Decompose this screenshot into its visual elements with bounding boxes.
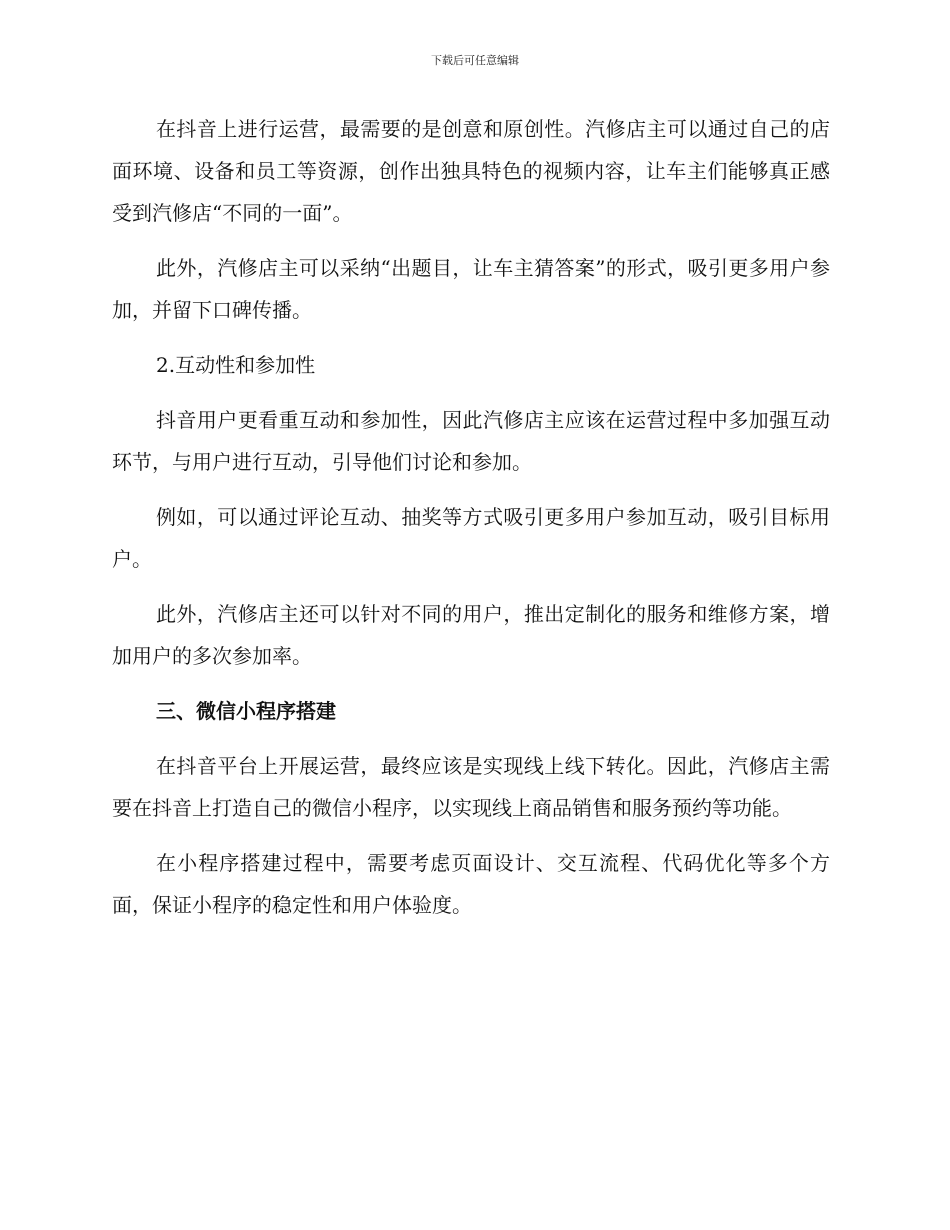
paragraph-creativity: 在抖音上进行运营，最需要的是创意和原创性。汽修店主可以通过自己的店面环境、设备和员工等资源，创作出独具特色的视频内容，让车主们能够真正感受到汽修店“不同的一面”。 <box>112 117 830 225</box>
paragraph-customization: 此外，汽修店主还可以针对不同的用户，推出定制化的服务和维修方案，增加用户的多次参加率。 <box>112 602 830 668</box>
paragraph-build-process: 在小程序搭建过程中，需要考虑页面设计、交互流程、代码优化等多个方面，保证小程序的稳定性和用户体验度。 <box>112 851 830 917</box>
paragraph-conversion: 在抖音平台上开展运营，最终应该是实现线上线下转化。因此，汽修店主需要在抖音上打造自己的微信小程序，以实现线上商品销售和服务预约等功能。 <box>112 754 830 820</box>
subheading-interaction: 2.互动性和参加性 <box>156 353 316 377</box>
document-body <box>112 108 830 939</box>
paragraph-quiz-format: 此外，汽修店主可以采纳“出题目，让车主猜答案”的形式，吸引更多用户参加，并留下口碑传播。 <box>112 256 830 322</box>
paragraph-example: 例如，可以通过评论互动、抽奖等方式吸引更多用户参加互动，吸引目标用户。 <box>112 505 830 571</box>
page-header: 下载后可任意编辑 <box>431 54 519 67</box>
paragraph-interaction: 抖音用户更看重互动和参加性，因此汽修店主应该在运营过程中多加强互动环节，与用户进行互动，引导他们讨论和参加。 <box>112 408 830 474</box>
section-heading-mini-program: 三、微信小程序搭建 <box>156 699 336 723</box>
